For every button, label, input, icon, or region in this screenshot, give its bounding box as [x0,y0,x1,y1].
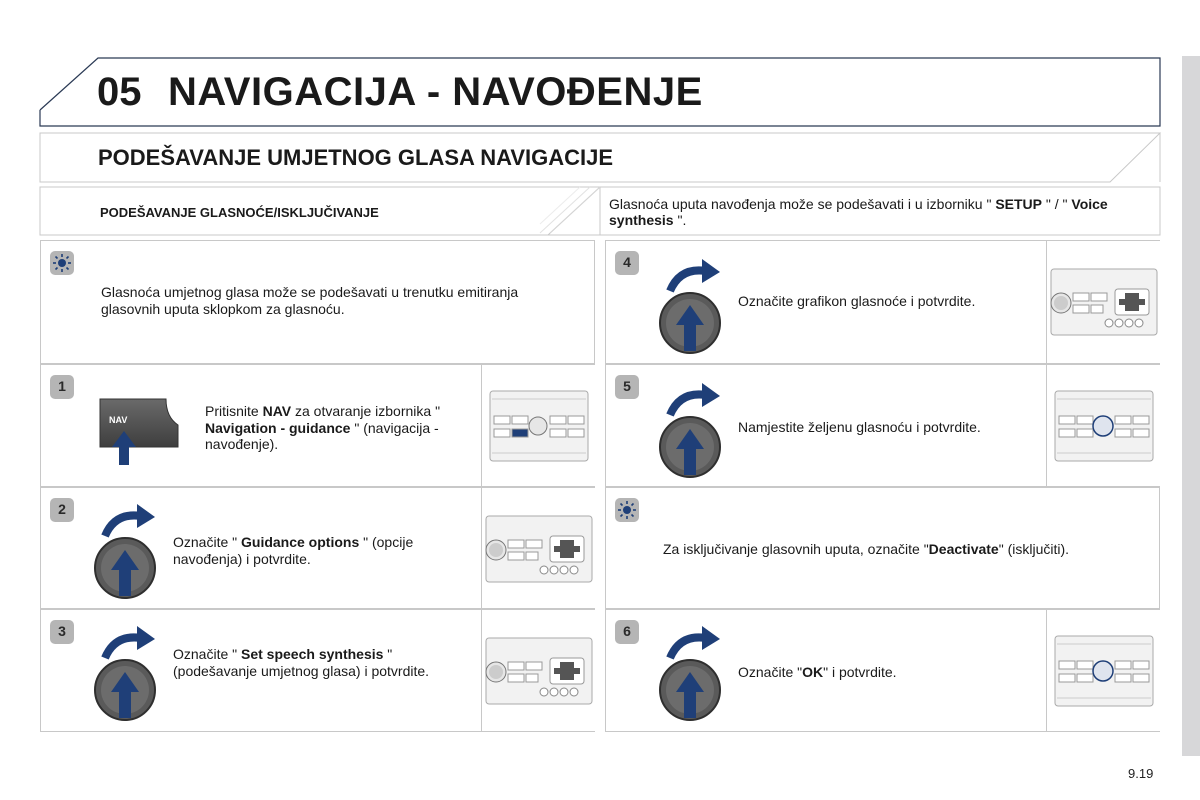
step-4-text: Označite grafikon glasnoće i potvrdite. [738,293,976,309]
step-3-text: Označite " Set speech synthesis " (podešavanje umjetnog glasa) i potvrdite. [173,646,430,679]
step-number-badge [49,374,75,400]
rotary-knob-icon [656,620,746,750]
step-3-panel [40,609,595,732]
step-number: 1 [58,378,66,394]
tip-left-text: Glasnoća umjetnog glasa može se podešavati u trenutku emitiranja glasovnih uputa sklopkom za glasnoću. [101,284,519,317]
radio-panel-illustration [482,488,596,608]
tip-right-text: Za isključivanje glasovnih uputa, označite "Deactivate" (isključiti). [663,541,1070,557]
rotary-knob-icon [91,620,181,750]
radio-panel-thumbnail [481,365,596,486]
step-number: 5 [623,378,631,394]
step-4-panel [605,240,1160,364]
radio-panel-thumbnail [1046,241,1161,363]
step-number-badge [614,619,640,645]
step-number-badge [49,497,75,523]
chapter-number: 05 [97,70,142,114]
radio-panel-thumbnail [1046,365,1161,486]
step-5-text: Namjestite željenu glasnoću i potvrdite. [738,419,981,435]
nav-button-icon [96,395,186,467]
section-title: PODEŠAVANJE UMJETNOG GLASA NAVIGACIJE [98,145,614,170]
step-1-text: Pritisnite NAV za otvaranje izbornika " Navigation - guidance " (navigacija - navođenje). [205,403,441,452]
nav-button-label: NAV [109,415,128,425]
step-2-panel [40,487,595,609]
step-number-badge [49,619,75,645]
radio-panel-thumbnail [481,488,596,608]
top-note: Glasnoća uputa navođenja može se podešavati i u izborniku " SETUP " / " Voice synthesis ". [609,196,1108,228]
step-number: 3 [58,623,66,639]
tip-panel-left [40,240,595,364]
step-2-text: Označite " Guidance options " (opcije navođenja) i potvrdite. [173,534,414,567]
page-number: 9.19 [1128,766,1154,781]
step-1-panel [40,364,595,487]
step-6-text: Označite "OK" i potvrdite. [738,664,897,680]
side-tab [1182,56,1200,756]
tip-panel-right [605,487,1160,609]
lightbulb-icon [614,497,640,523]
step-number-badge [614,250,640,276]
step-number: 4 [623,254,631,270]
radio-panel-thumbnail [1046,610,1161,731]
step-number: 2 [58,501,66,517]
step-number: 6 [623,623,631,639]
step-6-panel [605,609,1160,732]
subsection-title: PODEŠAVANJE GLASNOĆE/ISKLJUČIVANJE [100,205,379,220]
radio-panel-illustration [1047,365,1161,486]
step-5-panel [605,364,1160,487]
lightbulb-icon [49,250,75,276]
radio-panel-illustration [482,610,596,731]
radio-panel-illustration [482,365,596,486]
step-number-badge [614,374,640,400]
chapter-title: NAVIGACIJA - NAVOĐENJE [168,70,703,114]
radio-panel-thumbnail [481,610,596,731]
radio-panel-illustration [1047,241,1161,363]
radio-panel-illustration [1047,610,1161,731]
